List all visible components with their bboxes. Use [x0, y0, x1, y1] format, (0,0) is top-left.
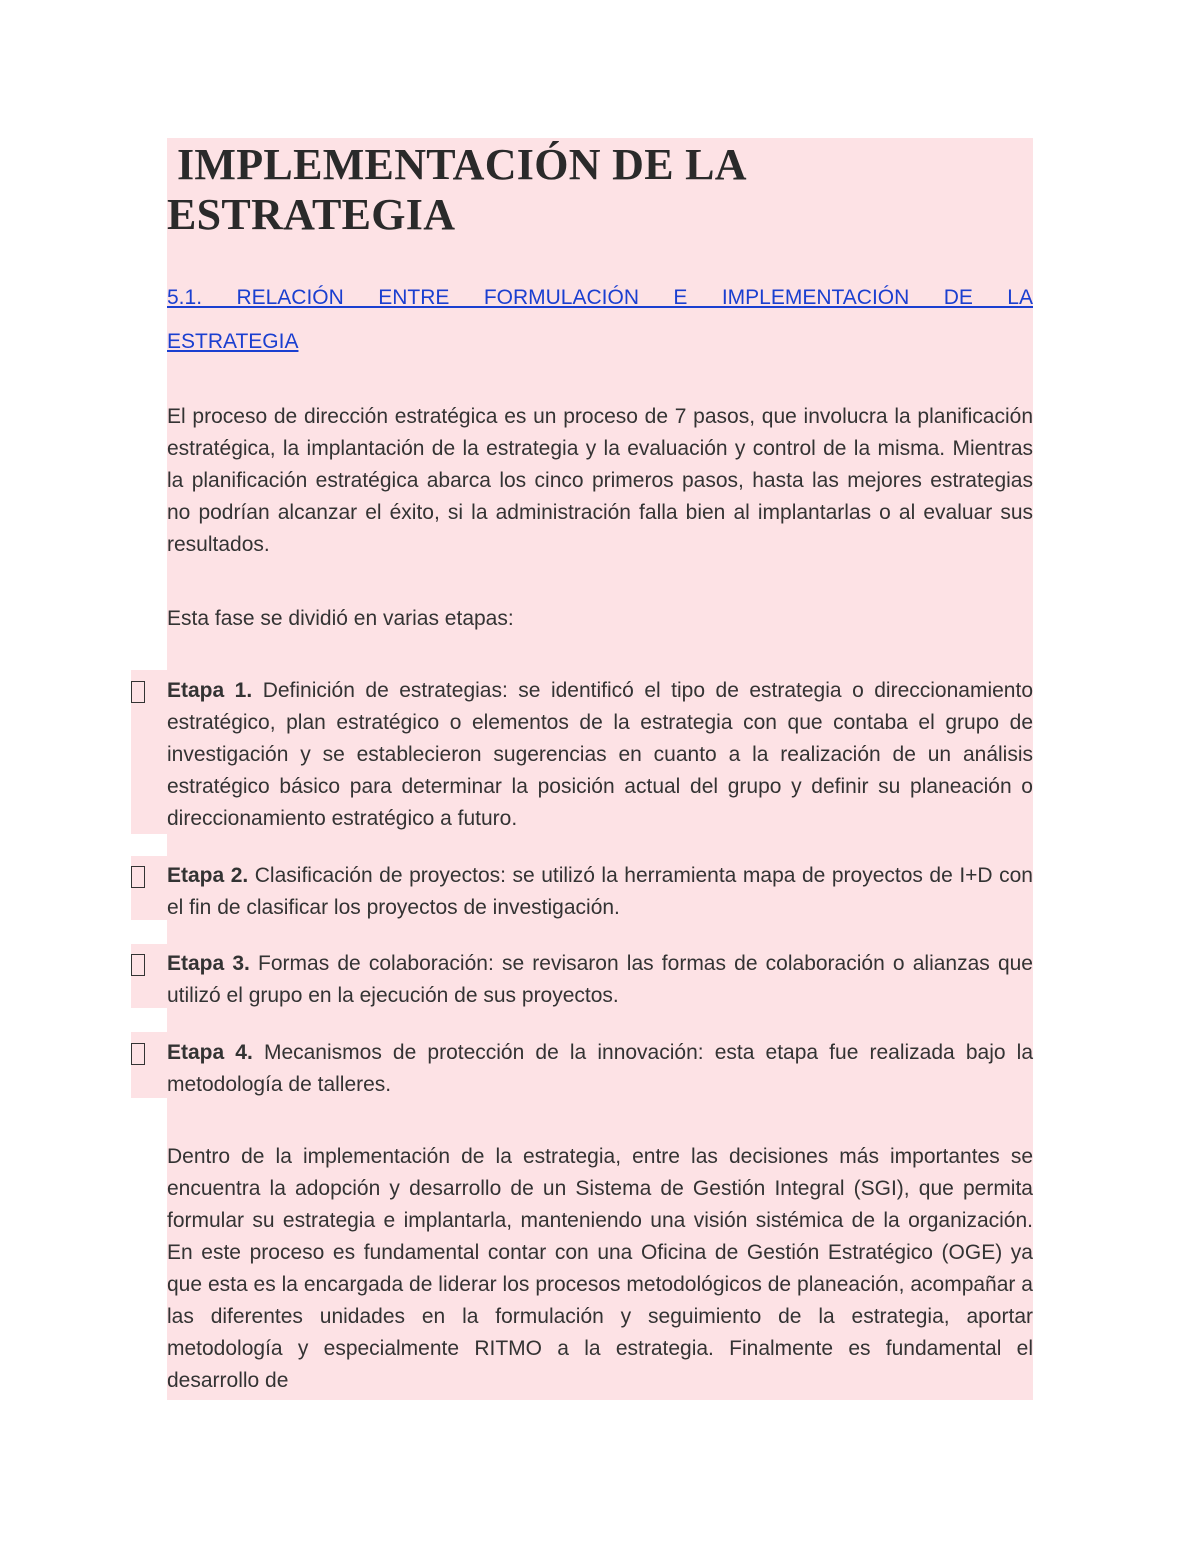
paragraph-intro: El proceso de dirección estratégica es un proceso de 7 pasos, que involucra la planificación estratégica, la implantación de la estrategia y la evaluación y control de la misma. Mientras la planificación estratégica abarca los cinco primeros pasos, hasta las mejores estrategias no podrían alcanzar el éxito, si la administración falla bien al implantarlas o al evaluar sus resultados.	[167, 405, 1033, 556]
title-line-1: IMPLEMENTACIÓN DE LA	[177, 140, 747, 189]
bullet-icon	[131, 1043, 145, 1065]
stage-item-2	[167, 860, 1033, 924]
highlight-block-gap1	[167, 834, 1033, 856]
stage-text: Clasificación de proyectos: se utilizó la herramienta mapa de proyectos de I+D con el fin de clasificar los proyectos de investigación.	[167, 864, 1033, 919]
bullet-icon	[131, 681, 145, 703]
section-heading-line-2[interactable]: ESTRATEGIA	[167, 330, 299, 353]
stage-label: Etapa 2.	[167, 864, 249, 887]
stage-item-1	[167, 675, 1033, 835]
bullet-icon	[131, 954, 145, 976]
stage-label: Etapa 4.	[167, 1041, 253, 1064]
paragraph-phases: Esta fase se dividió en varias etapas:	[167, 607, 514, 630]
bullet-icon	[131, 866, 145, 888]
stage-label: Etapa 3.	[167, 952, 250, 975]
stage-text: Definición de estrategias: se identificó el tipo de estrategia o direccionamiento estratégico, plan estratégico o elementos de la estrategia con que contaba el grupo de investigación y se establecieron sugerencias en cuanto a la realización de un análisis estratégico básico para determinar la posición actual del grupo y definir su planeación o direccionamiento estratégico a futuro.	[167, 679, 1033, 830]
title-line-2: ESTRATEGIA	[167, 190, 456, 239]
section-heading-line-1[interactable]: 5.1. RELACIÓN ENTRE FORMULACIÓN E IMPLEMENTACIÓN DE LA	[167, 286, 1033, 309]
stage-label: Etapa 1.	[167, 679, 253, 702]
paragraph-final: Dentro de la implementación de la estrategia, entre las decisiones más importantes se encuentra la adopción y desarrollo de un Sistema de Gestión Integral (SGI), que permita formular su estrategia e implantarla, manteniendo una visión sistémica de la organización. En este proceso es fundamental contar con una Oficina de Gestión Estratégico (OGE) ya que esta es la encargada de liderar los procesos metodológicos de planeación, acompañar a las diferentes unidades en la formulación y seguimiento de la estrategia, aportar metodología y especialmente RITMO a la estrategia. Finalmente es fundamental el desarrollo de	[167, 1145, 1033, 1392]
section-heading-link[interactable]	[167, 276, 1033, 364]
stage-item-3	[167, 948, 1033, 1012]
document-title	[167, 140, 1033, 240]
stage-item-4	[167, 1037, 1033, 1101]
stage-text: Formas de colaboración: se revisaron las formas de colaboración o alianzas que utilizó el grupo en la ejecución de sus proyectos.	[167, 952, 1033, 1007]
stage-text: Mecanismos de protección de la innovación: esta etapa fue realizada bajo la metodología de talleres.	[167, 1041, 1033, 1096]
